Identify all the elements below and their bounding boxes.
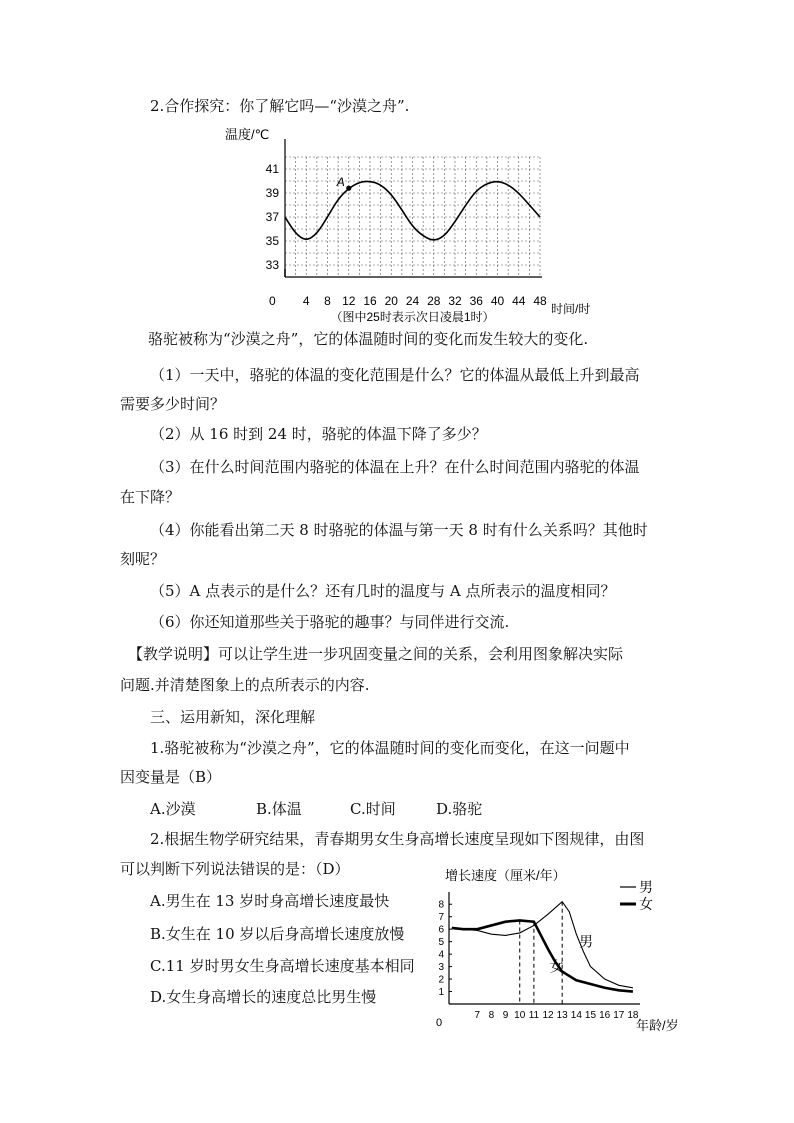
y-tick-label: 35: [265, 234, 279, 248]
intro-paragraph: 骆驼被称为“沙漠之舟”，它的体温随时间的变化而发生较大的变化.: [148, 330, 589, 348]
y-tick-label: 8: [438, 899, 444, 911]
exercise-2-option-b: B.女生在 10 岁以后身高增长速度放慢: [150, 925, 405, 943]
legend-label-girls: 女: [639, 896, 653, 912]
exercise-1-line-2: 因变量是（B）: [120, 768, 222, 786]
x-tick-label: 44: [512, 294, 526, 308]
exercise-1-option-d: D.骆驼: [436, 800, 483, 818]
exercise-1-option-b: B.体温: [256, 800, 302, 818]
exercise-2-option-d: D.女生身高增长的速度总比男生慢: [150, 988, 377, 1006]
x-axis-label: 年龄/岁: [636, 1018, 679, 1033]
section3-title: 三、运用新知，深化理解: [150, 708, 316, 726]
height-growth-chart: [420, 862, 720, 1040]
x-tick-label: 16: [363, 294, 377, 308]
exercise-1-option-a: A.沙漠: [150, 800, 196, 818]
exercise-1-option-c: C.时间: [350, 800, 396, 818]
question-1-line-1: （1）一天中，骆驼的体温的变化范围是什么？它的体温从最低上升到最高: [150, 366, 640, 384]
boys-series-line: [452, 902, 633, 988]
legend-label-boys: 男: [639, 879, 653, 895]
x-tick-label: 28: [427, 294, 441, 308]
x-tick-label: 4: [302, 294, 310, 308]
origin-label: 0: [269, 294, 276, 308]
y-tick-label: 6: [438, 924, 444, 936]
teaching-note-line-1: 【教学说明】可以让学生进一步巩固变量之间的关系，会利用图象解决实际: [128, 645, 624, 663]
x-axis-label: 时间/时: [551, 302, 591, 316]
question-4-line-1: （4）你能看出第二天 8 时骆驼的体温与第一天 8 时有什么关系吗？其他时: [150, 521, 648, 539]
exercise-2-line-1: 2.根据生物学研究结果，青春期男女生身高增长速度呈现如下图规律，由图: [150, 830, 645, 848]
y-tick-label: 5: [438, 937, 444, 949]
section2-title: 2.合作探究：你了解它吗—“沙漠之舟”.: [150, 97, 410, 115]
question-3-line-1: （3）在什么时间范围内骆驼的体温在上升？在什么时间范围内骆驼的体温: [150, 458, 640, 476]
x-tick-label: 9: [502, 1010, 509, 1021]
x-tick-label: 11: [528, 1010, 540, 1021]
x-tick-label: 24: [405, 294, 420, 308]
question-6: （6）你还知道那些关于骆驼的趣事？与同伴进行交流.: [150, 613, 510, 631]
y-tick-label: 1: [438, 987, 444, 999]
y-tick-label: 4: [438, 949, 444, 961]
x-tick-label: 13: [556, 1010, 568, 1021]
x-tick-label: 18: [627, 1010, 639, 1021]
y-tick-label: 41: [265, 162, 279, 176]
x-tick-label: 48: [533, 294, 547, 308]
exercise-1-line-1: 1.骆驼被称为“沙漠之舟”，它的体温随时间的变化而变化，在这一问题中: [150, 739, 630, 757]
y-axis-label: 温度/℃: [225, 127, 270, 142]
origin-label: 0: [436, 1017, 443, 1029]
boys-curve-label: 男: [579, 933, 594, 950]
x-tick-label: 36: [469, 294, 483, 308]
y-tick-label: 7: [438, 912, 444, 924]
camel-temperature-chart: [225, 125, 610, 325]
x-tick-label: 7: [474, 1010, 481, 1021]
x-tick-label: 32: [448, 294, 462, 308]
girls-curve-label: 女: [549, 958, 564, 975]
y-tick-label: 2: [438, 974, 444, 986]
exercise-2-option-a: A.男生在 13 岁时身高增长速度最快: [150, 892, 390, 910]
question-5: （5）A 点表示的是什么？还有几时的温度与 A 点所表示的温度相同？: [150, 582, 616, 600]
y-tick-label: 33: [265, 258, 279, 272]
x-tick-label: 8: [488, 1010, 495, 1021]
x-tick-label: 14: [570, 1010, 582, 1021]
x-tick-label: 40: [490, 294, 505, 308]
question-3-line-2: 在下降？: [120, 488, 181, 506]
question-4-line-2: 刻呢？: [120, 550, 166, 568]
y-tick-label: 3: [438, 962, 444, 974]
y-tick-label: 39: [265, 186, 279, 200]
point-a: [346, 186, 351, 191]
x-tick-label: 12: [542, 1010, 554, 1021]
y-tick-label: 37: [265, 210, 279, 224]
teaching-note-line-2: 问题.并清楚图象上的点所表示的内容.: [120, 676, 370, 694]
question-1-line-2: 需要多少时间？: [120, 395, 226, 413]
chart-caption: （图中25时表示次日凌晨1时）: [330, 310, 495, 324]
x-tick-label: 8: [324, 294, 331, 308]
x-tick-label: 10: [514, 1010, 526, 1021]
x-tick-label: 20: [384, 294, 398, 308]
x-tick-label: 12: [342, 294, 356, 308]
question-2: （2）从 16 时到 24 时，骆驼的体温下降了多少？: [150, 425, 487, 443]
point-a-label: A: [336, 175, 345, 190]
exercise-2-line-2: 可以判断下列说法错误的是：（D）: [120, 860, 350, 878]
x-tick-label: 15: [584, 1010, 597, 1021]
x-tick-label: 17: [613, 1010, 625, 1021]
exercise-2-option-c: C.11 岁时男女生身高增长速度基本相同: [150, 957, 415, 975]
y-axis-label: 增长速度（厘米/年）: [445, 868, 566, 883]
x-tick-label: 16: [599, 1010, 611, 1021]
